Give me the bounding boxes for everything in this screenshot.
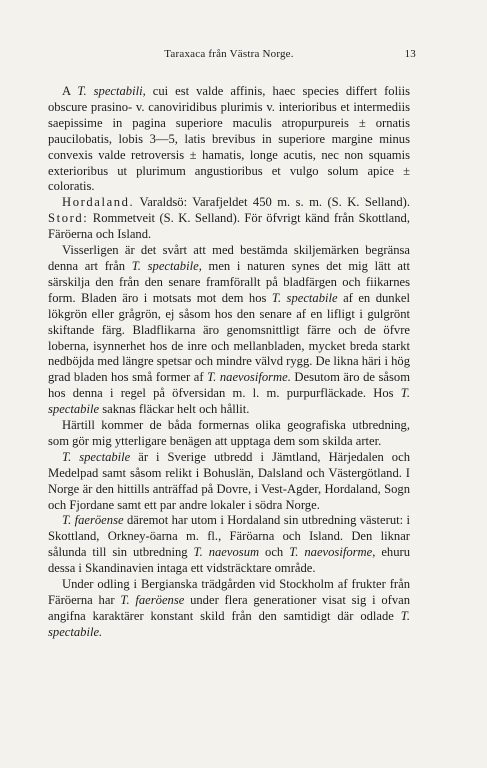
text-run: Under odling i Bergianska trädgården vid Stockholm af frukter från Färöerna har [48,577,410,607]
page-number: 13 [404,48,416,60]
taxon-name: T. naevosiforme, [289,545,376,560]
text-run: under flera generationer visat sig i ofvan angifna karaktärer konstant skild från den samtidigt där odlade [48,593,411,623]
locality-name: Stord: [48,211,89,226]
running-title: Taraxaca från Västra Norge. [164,48,294,60]
paragraph-2 [48,195,410,243]
text-run: af en dunkel lökgrön eller grågrön, ej såsom hos den senare af en lifligt i gulgrönt skiftande färg. Bladflikarna äro genomsnittligt färre och de öfvre loberna, isynnerhet hos de inre och mellanbladen, mycket breda starkt nedböjda med längre spetsar och mindre välvd rygg. De likna häri i hög grad bladen hos små former af [48,290,410,385]
taxon-name: T. naevosiforme. [207,370,291,385]
running-head [48,48,416,64]
taxon-name: T. spectabili, [77,84,146,98]
taxon-name: T. spectabile. [48,608,410,639]
paragraph-5 [48,450,410,514]
text-run: Rommetveit (S. K. Selland). För öfvrigt känd från Skottland, Färöerna och Island. [48,211,410,242]
text-run: saknas fläckar helt och hållit. [99,402,250,417]
taxon-name: T. spectabile [48,386,410,417]
paragraph-6 [48,513,410,577]
paragraph-4 [48,418,410,450]
paragraph-3 [48,243,410,418]
text-run: och [259,545,290,560]
taxon-name: T. faeröense [62,513,124,528]
taxon-name: T. spectabile [271,290,338,305]
text-run: är i Sverige utbredd i Jämtland, Härjedalen och Medelpad samt såsom relikt i Bohuslän, Dalsland och Västergötland. I Norge är den hittills anträffad på Dovre, i Vest-Agder, Hordaland, Sogn och Fjordane samt ett par andre lokaler i södra Norge. [48,449,410,512]
text-run: A [62,84,78,98]
body-text [48,84,410,641]
taxon-name: T. spectabile, [131,258,202,273]
book-page [48,48,416,641]
text-run: Desutom äro de såsom hos denna i regel på öfversidan m. l. m. purpurfläckade. Hos [48,370,410,401]
text-run: Visserligen är det svårt att med bestämda skiljemärken begränsa denna art från [48,243,410,273]
text-run: cui est valde affinis, haec species differt foliis obscure prasino- v. canoviridibus plurimis v. interioribus et intermediis saepissime in pagina superiore maculis atropurpureis ± ornatis paucilobatis, lobis 3—5, latis brevibus in superiore margine minus convexis valde retroversis ± hamatis, longe acutis, nec non squamis exterioribus ut plurimum angustioribus et vulgo solum apice ± coloratis. [48,84,410,194]
text-run: men i naturen synes det mig lätt att särskilja den från den senare framförallt på bladfärgen och fiikarnes form. Bladen äro i motsats mot dem hos [48,258,410,305]
taxon-name: T. naevosum [193,545,260,560]
text-run: däremot har utom i Hordaland sin utbredning västerut: i Skottland, Orkney-öarna m. fl., Färöarna och Island. Den liknar sålunda till sin utbredning [48,513,411,560]
paragraph-1 [48,84,410,195]
taxon-name: T. spectabile [62,449,131,464]
paragraph-7 [48,577,410,641]
locality-name: Hordaland. [62,195,135,210]
taxon-name: T. faeröense [120,593,185,607]
text-run: ehuru dessa i Skandinavien intaga ett vidsträcktare område. [48,545,410,576]
text-run: Varaldsö: Varafjeldet 450 m. s. m. (S. K. Selland). [134,195,410,210]
text-run: Härtill kommer de båda formernas olika geografiska utbredning, som gör mig ytterligare benägen att upptaga dem som skilda arter. [48,418,410,448]
